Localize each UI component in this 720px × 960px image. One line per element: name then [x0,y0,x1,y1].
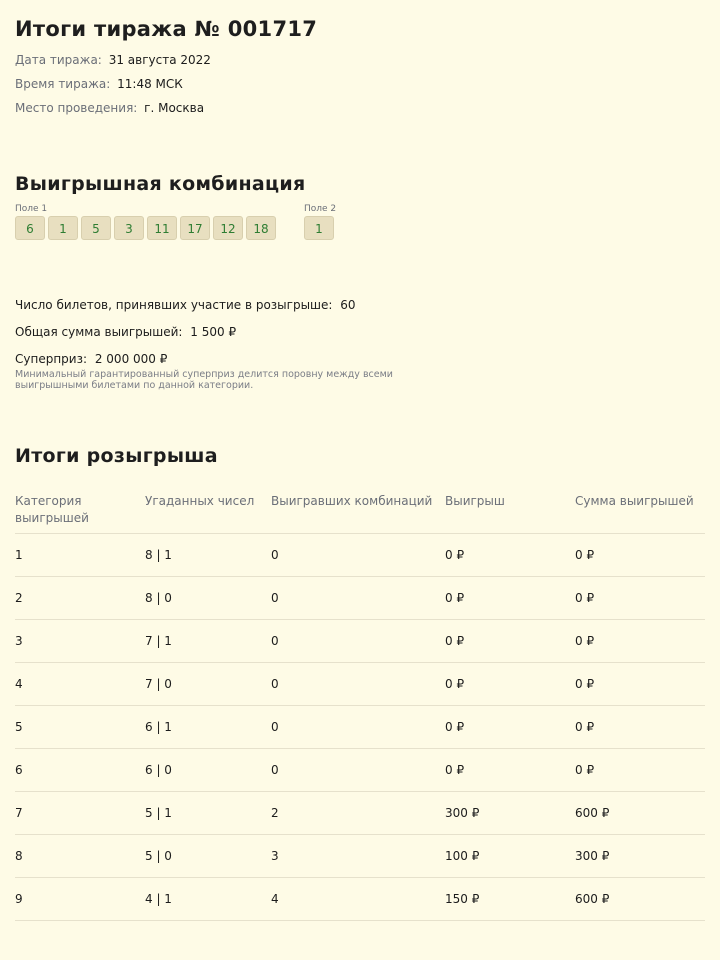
column-header-category: Категория выигрышей [15,483,145,534]
cell-winning-combos: 0 [271,534,445,577]
table-row [15,577,705,620]
superprize-value: 2 000 000 ₽ [94,352,168,366]
table-header-row [15,483,705,534]
cell-total: 0 ₽ [575,577,705,620]
cell-category: 1 [15,534,145,577]
draw-time-value: 11:48 МСК [117,77,183,91]
cell-matched: 7 | 0 [145,663,271,706]
results-table [15,483,705,921]
cell-total: 0 ₽ [575,749,705,792]
winning-combination [15,202,720,240]
page-title: Итоги тиража № 001717 [15,17,318,41]
cell-category: 8 [15,835,145,878]
table-row [15,534,705,577]
draw-stats [15,292,720,391]
superprize-note: Минимальный гарантированный суперприз делится поровну между всеми выигрышными билетами по данной категории. [15,369,393,391]
cell-prize: 100 ₽ [445,835,575,878]
field-1-label: Поле 1 [15,204,48,214]
cell-winning-combos: 0 [271,620,445,663]
table-row [15,706,705,749]
cell-total: 0 ₽ [575,706,705,749]
total-winnings-value: 1 500 ₽ [190,325,237,339]
draw-date-value: 31 августа 2022 [108,53,211,67]
cell-category: 4 [15,663,145,706]
superprize-label: Суперприз: [15,352,88,366]
cell-winning-combos: 0 [271,749,445,792]
cell-category: 7 [15,792,145,835]
cell-prize: 0 ₽ [445,663,575,706]
column-header-total: Сумма выигрышей [575,483,705,534]
number-ball: 1 [304,216,334,240]
number-ball: 3 [114,216,144,240]
total-winnings [15,319,720,346]
cell-category: 3 [15,620,145,663]
cell-prize: 0 ₽ [445,620,575,663]
cell-prize: 0 ₽ [445,749,575,792]
cell-winning-combos: 0 [271,706,445,749]
cell-matched: 6 | 1 [145,706,271,749]
cell-matched: 7 | 1 [145,620,271,663]
table-row [15,663,705,706]
draw-time [15,72,720,96]
cell-prize: 0 ₽ [445,577,575,620]
cell-matched: 5 | 0 [145,835,271,878]
results-table-body [15,534,705,921]
cell-winning-combos: 4 [271,878,445,921]
draw-location-label: Место проведения: [15,101,138,115]
tickets-count-label: Число билетов, принявших участие в розыгрыше: [15,298,333,312]
draw-time-label: Время тиража: [15,77,111,91]
number-ball: 11 [147,216,177,240]
cell-total: 0 ₽ [575,534,705,577]
column-header-prize: Выигрыш [445,483,575,534]
total-winnings-label: Общая сумма выигрышей: [15,325,183,339]
cell-total: 300 ₽ [575,835,705,878]
column-header-winning-combos: Выигравших комбинаций [271,483,445,534]
field-1-numbers [15,216,276,240]
tickets-count-value: 60 [340,298,356,312]
cell-prize: 300 ₽ [445,792,575,835]
winning-combination-title: Выигрышная комбинация [15,173,306,195]
table-row [15,792,705,835]
number-ball: 18 [246,216,276,240]
number-ball: 1 [48,216,78,240]
draw-date [15,48,720,72]
draw-meta [15,48,720,120]
cell-prize: 0 ₽ [445,534,575,577]
cell-category: 5 [15,706,145,749]
cell-prize: 0 ₽ [445,706,575,749]
column-header-matched: Угаданных чисел [145,483,271,534]
cell-winning-combos: 0 [271,577,445,620]
draw-location-value: г. Москва [144,101,205,115]
number-ball: 12 [213,216,243,240]
cell-winning-combos: 2 [271,792,445,835]
cell-winning-combos: 3 [271,835,445,878]
field-2-numbers [304,216,336,240]
cell-matched: 5 | 1 [145,792,271,835]
table-row [15,835,705,878]
tickets-count [15,292,720,319]
field-1 [15,202,276,240]
results-title: Итоги розыгрыша [15,445,218,467]
cell-total: 0 ₽ [575,620,705,663]
cell-category: 6 [15,749,145,792]
number-ball: 6 [15,216,45,240]
number-ball: 5 [81,216,111,240]
field-2-label: Поле 2 [304,204,337,214]
cell-matched: 6 | 0 [145,749,271,792]
cell-matched: 8 | 0 [145,577,271,620]
cell-total: 600 ₽ [575,878,705,921]
table-row [15,878,705,921]
field-2 [304,202,336,240]
cell-matched: 4 | 1 [145,878,271,921]
cell-winning-combos: 0 [271,663,445,706]
cell-prize: 150 ₽ [445,878,575,921]
cell-category: 2 [15,577,145,620]
cell-category: 9 [15,878,145,921]
draw-date-label: Дата тиража: [15,53,102,67]
table-row [15,620,705,663]
cell-matched: 8 | 1 [145,534,271,577]
draw-location [15,96,720,120]
cell-total: 0 ₽ [575,663,705,706]
number-ball: 17 [180,216,210,240]
table-row [15,749,705,792]
cell-total: 600 ₽ [575,792,705,835]
